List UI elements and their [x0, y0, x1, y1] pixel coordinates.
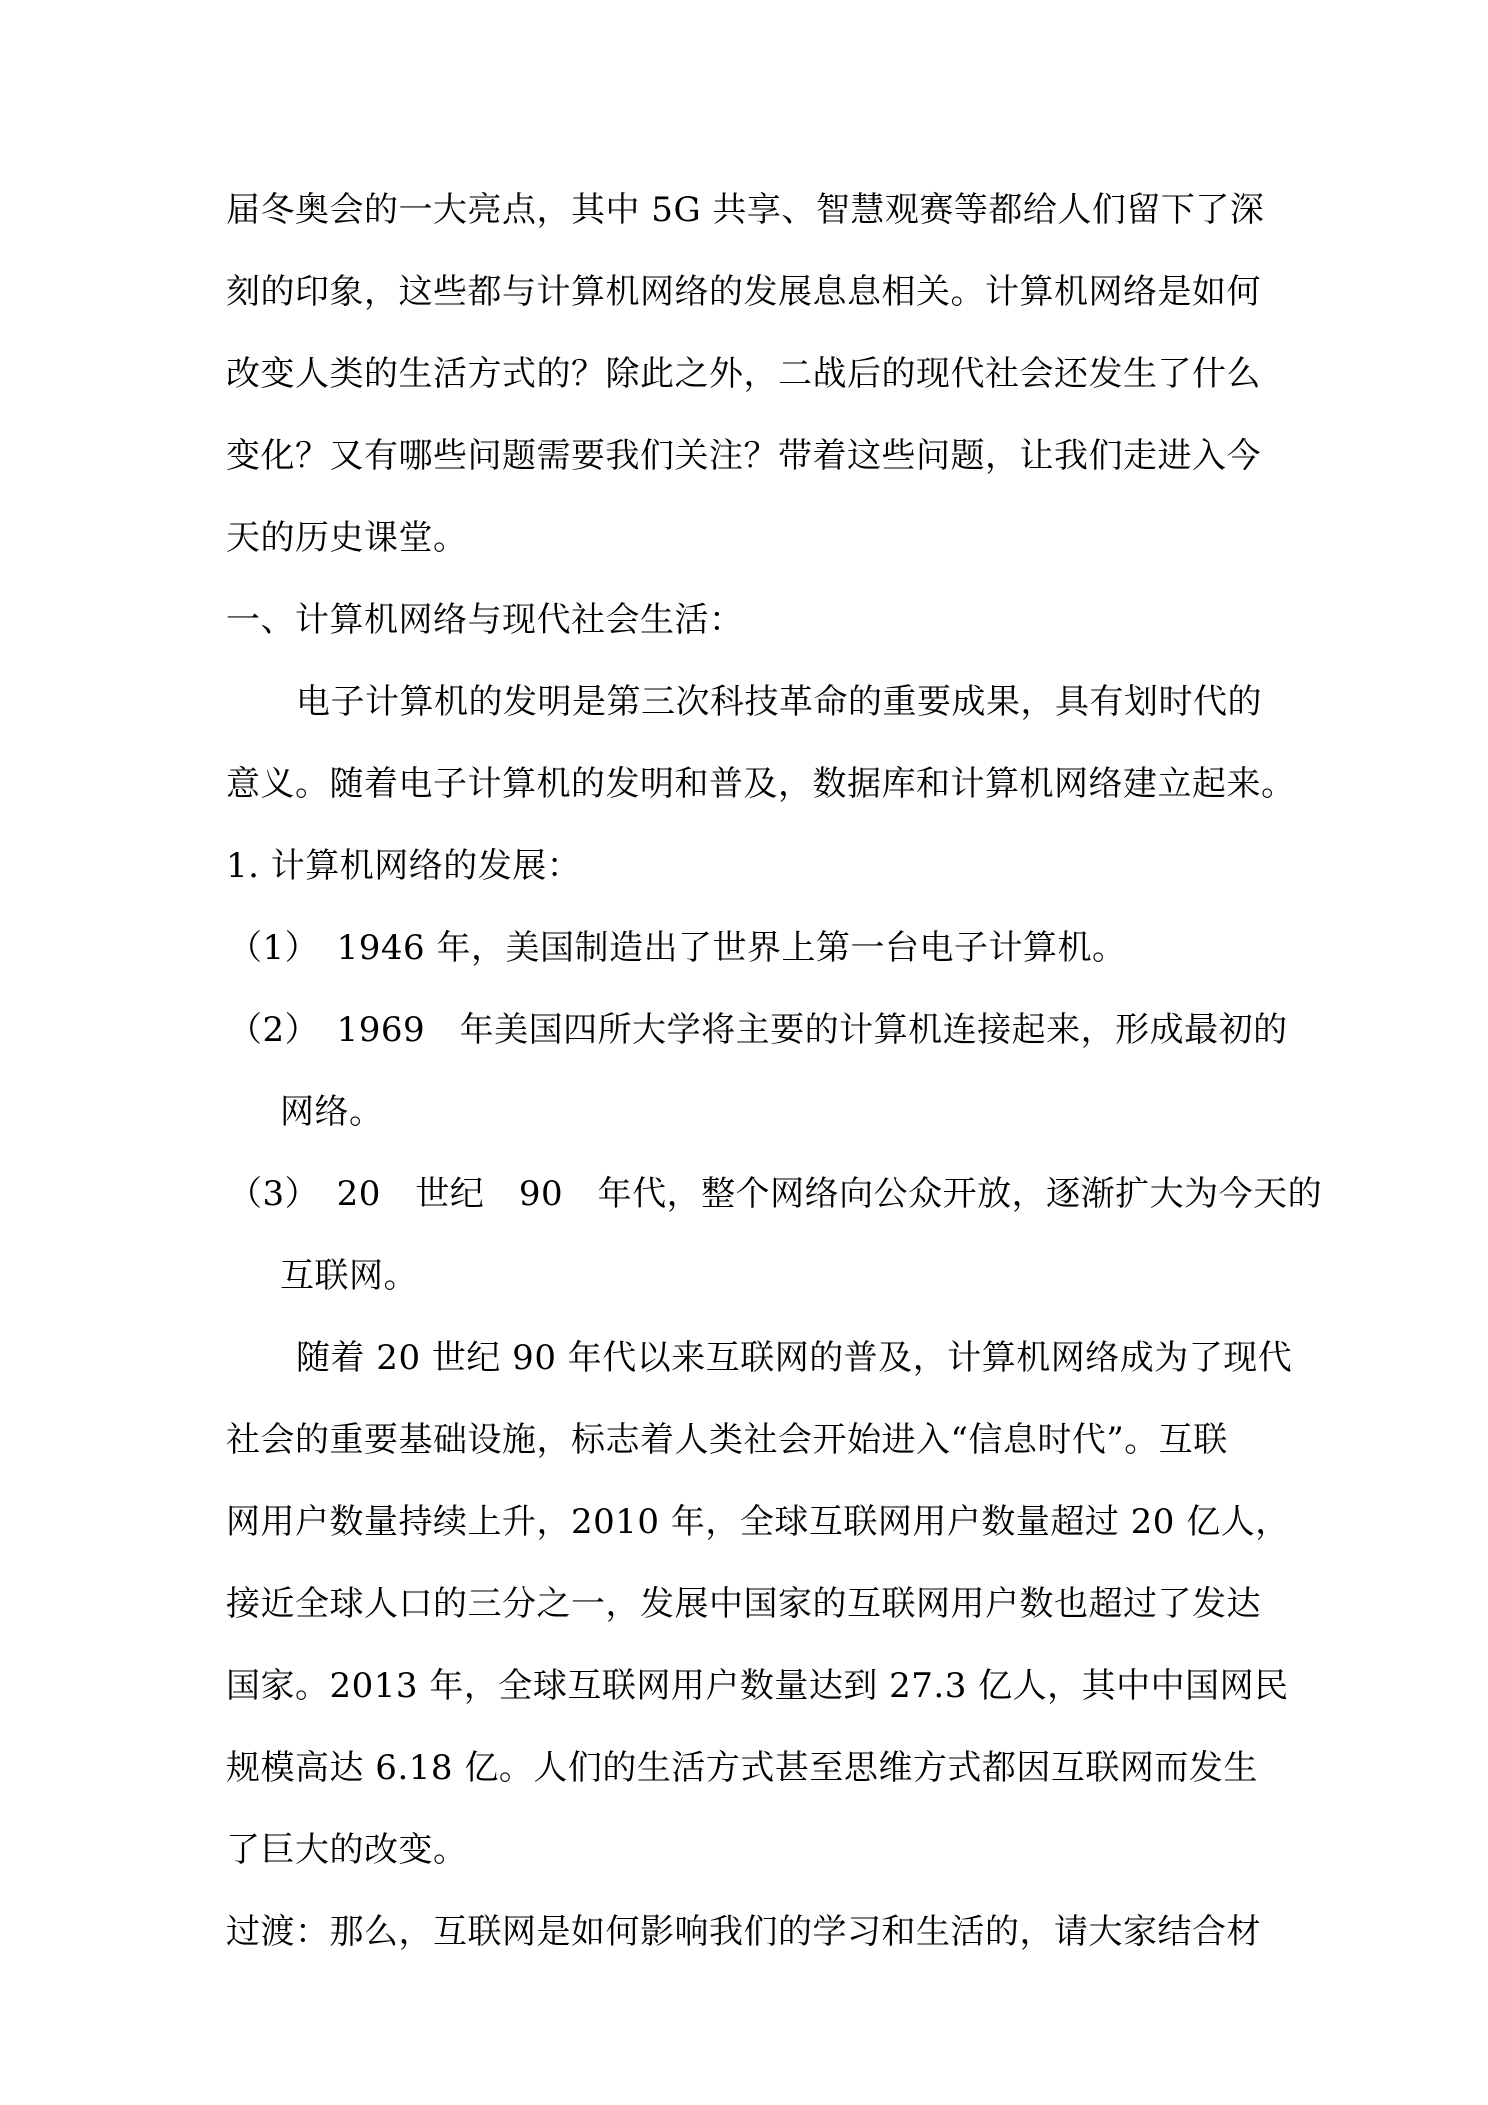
text-line: 刻的印象，这些都与计算机网络的发展息息相关。计算机网络是如何 — [226, 272, 1261, 312]
list-item: （3） 20 世纪 90 年代，整个网络向公众开放，逐渐扩大为今天的 — [228, 1174, 1323, 1214]
text-line: 随着 20 世纪 90 年代以来互联网的普及，计算机网络成为了现代 — [296, 1338, 1293, 1378]
list-item: （2） 1969 年美国四所大学将主要的计算机连接起来，形成最初的 — [228, 1010, 1288, 1050]
text-line: 社会的重要基础设施，标志着人类社会开始进入“信息时代”。互联 — [226, 1420, 1228, 1460]
list-item-continuation: 互联网。 — [280, 1256, 418, 1296]
list-item-continuation: 网络。 — [280, 1092, 384, 1132]
text-line: 天的历史课堂。 — [226, 518, 468, 558]
text-line: 意义。随着电子计算机的发明和普及，数据库和计算机网络建立起来。 — [226, 764, 1296, 804]
text-line: 过渡：那么，互联网是如何影响我们的学习和生活的，请大家结合材 — [226, 1912, 1261, 1952]
text-line: 了巨大的改变。 — [226, 1830, 468, 1870]
text-line: 电子计算机的发明是第三次科技革命的重要成果，具有划时代的 — [296, 682, 1262, 722]
list-item: （1） 1946 年，美国制造出了世界上第一台电子计算机。 — [228, 928, 1127, 968]
text-line: 届冬奥会的一大亮点，其中 5G 共享、智慧观赛等都给人们留下了深 — [226, 190, 1265, 230]
text-line: 国家。2013 年，全球互联网用户数量达到 27.3 亿人，其中中国网民 — [226, 1666, 1289, 1706]
section-heading: 一、计算机网络与现代社会生活： — [226, 600, 744, 640]
text-line: 规模高达 6.18 亿。人们的生活方式甚至思维方式都因互联网而发生 — [226, 1748, 1258, 1788]
text-line: 接近全球人口的三分之一，发展中国家的互联网用户数也超过了发达 — [226, 1584, 1261, 1624]
text-line: 改变人类的生活方式的？除此之外，二战后的现代社会还发生了什么 — [226, 354, 1261, 394]
text-line: 网用户数量持续上升，2010 年，全球互联网用户数量超过 20 亿人， — [226, 1502, 1290, 1542]
text-line: 变化？又有哪些问题需要我们关注？带着这些问题，让我们走进入今 — [226, 436, 1261, 476]
subsection-heading: 1. 计算机网络的发展： — [226, 846, 582, 886]
